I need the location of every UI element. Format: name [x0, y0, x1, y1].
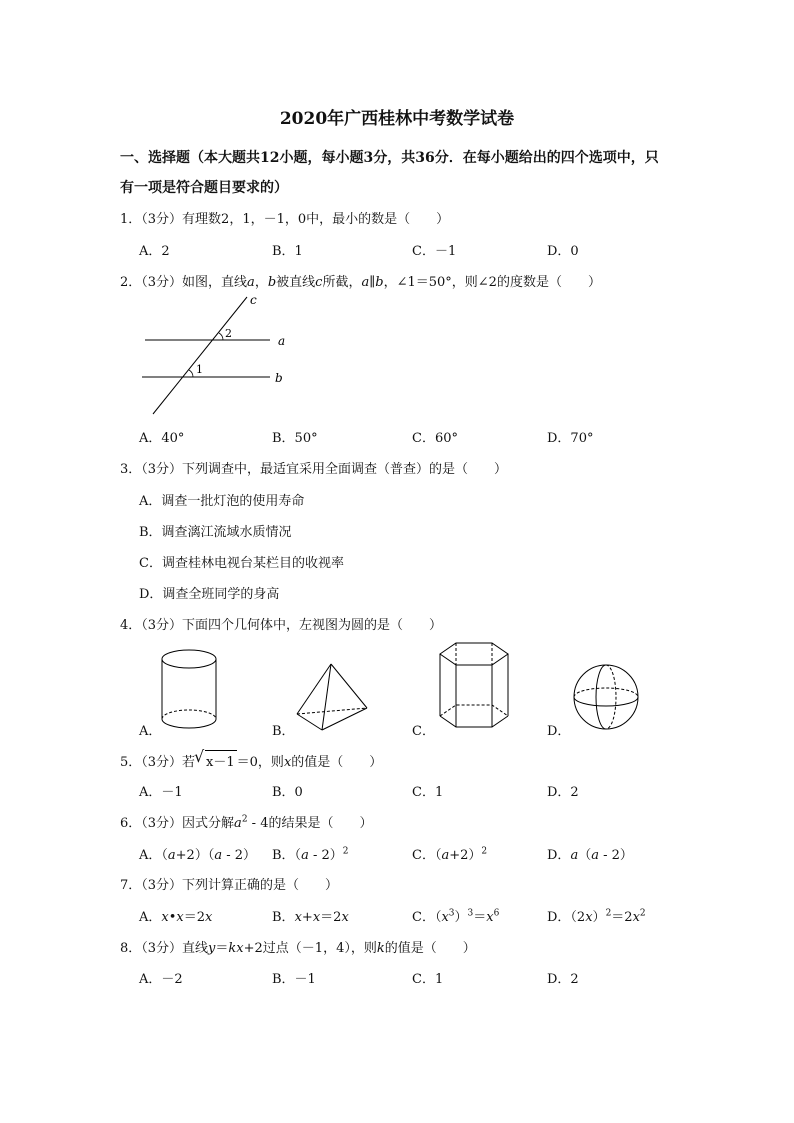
- q7-option-c: C．$(x^3)^3=x^6$: [412, 908, 500, 925]
- q2-option-c: C．60°: [412, 431, 458, 446]
- q3-option-b: B．调查漓江流域水质情况: [139, 525, 292, 540]
- page-title: 2020年广西桂林中考数学试卷: [279, 109, 515, 129]
- q8-option-a: A．－2: [139, 972, 183, 987]
- q3-option-a: A．调查一批灯泡的使用寿命: [139, 494, 305, 509]
- q5-option-d: D．2: [547, 785, 579, 800]
- q8-option-d: D．2: [547, 972, 579, 987]
- q1-option-a: A．2: [139, 244, 170, 259]
- hexagonal-prism-icon: [432, 640, 516, 735]
- q1-option-b: B．1: [272, 244, 303, 259]
- question-7-stem: 7．（3分）下列计算正确的是（ ）: [120, 878, 339, 893]
- q4-option-b: B．: [272, 724, 295, 739]
- q6-option-b: B．（a - 2）$^2$: [272, 846, 349, 863]
- q4-option-a: A．: [139, 724, 162, 739]
- question-5-stem: 5．（3分）若 √ x－1 ＝0，则x的值是（ ）: [120, 747, 383, 770]
- angle-1-arc: [189, 370, 193, 377]
- section-header-line1: 一、选择题（本大题共12小题，每小题3分，共36分．在每小题给出的四个选项中，只: [120, 150, 659, 166]
- square-root: √ x－1: [194, 747, 235, 770]
- q8-option-c: C．1: [412, 972, 444, 987]
- q2-option-d: D．70°: [547, 431, 594, 446]
- question-1-stem: 1．（3分）有理数2，1，－1，0中，最小的数是（ ）: [120, 212, 450, 227]
- q2-option-a: A．40°: [139, 431, 185, 446]
- q7-option-b: B．x+x＝2x: [272, 910, 349, 925]
- q6-option-a: A．（a+2）（a - 2）: [139, 848, 257, 863]
- q3-option-c: C．调查桂林电视台某栏目的收视率: [139, 556, 344, 571]
- angle-2-arc: [219, 333, 223, 340]
- q5-option-c: C．1: [412, 785, 444, 800]
- question-4-stem: 4．（3分）下面四个几何体中，左视图为圆的是（ ）: [120, 618, 443, 633]
- label-angle-2: 2: [225, 327, 232, 340]
- q7-option-d: D．$(2x)^2=2x^2$: [547, 908, 646, 925]
- q6-option-d: D．a（a - 2）: [547, 848, 633, 863]
- q2-option-b: B．50°: [272, 431, 318, 446]
- label-a: a: [278, 334, 286, 348]
- label-b: b: [275, 371, 283, 385]
- question-8-stem: 8．（3分）直线y＝kx+2过点（－1，4），则k的值是（ ）: [120, 941, 476, 956]
- q1-option-c: C．－1: [412, 244, 457, 259]
- question-2-stem: 2．（3分）如图，直线a，b被直线c所截，a∥b，∠1＝50°，则∠2的度数是（ ）: [120, 275, 601, 290]
- question-3-stem: 3．（3分）下列调查中，最适宜采用全面调查（普查）的是（ ）: [120, 462, 508, 477]
- q3-option-d: D．调查全班同学的身高: [139, 587, 280, 602]
- cylinder-icon: [155, 645, 223, 735]
- line-c: [153, 297, 247, 414]
- label-angle-1: 1: [196, 363, 203, 376]
- sphere-icon: [570, 660, 642, 734]
- q7-option-a: A．x•x＝2x: [139, 910, 213, 925]
- section-header-line2: 有一项是符合题目要求的）: [120, 180, 288, 196]
- q5-option-a: A．－1: [139, 785, 183, 800]
- q1-option-d: D．0: [547, 244, 579, 259]
- q4-option-c: C．: [412, 724, 435, 739]
- parallel-lines-figure: [135, 292, 305, 418]
- q4-option-d: D．: [547, 724, 571, 739]
- q5-option-b: B．0: [272, 785, 303, 800]
- label-c: c: [250, 293, 257, 307]
- q8-option-b: B．－1: [272, 972, 316, 987]
- q6-option-c: C．$(a+2)^2$: [412, 846, 488, 863]
- question-6-stem: 6．（3分）因式分解$a^2 - 4$的结果是（ ）: [120, 814, 373, 831]
- pyramid-icon: [292, 660, 372, 735]
